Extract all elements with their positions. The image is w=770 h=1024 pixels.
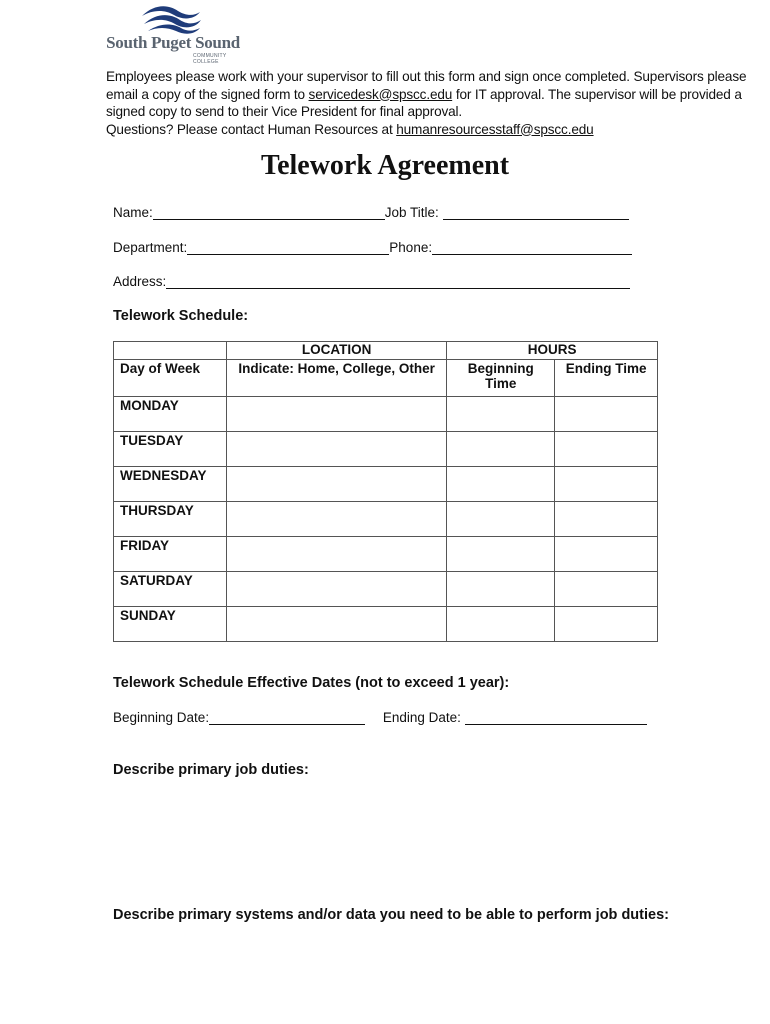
- end-time-cell[interactable]: [555, 467, 658, 502]
- location-cell[interactable]: [226, 432, 446, 467]
- day-cell: WEDNESDAY: [114, 467, 227, 502]
- begin-time-cell[interactable]: [447, 537, 555, 572]
- job-title-field[interactable]: [443, 205, 629, 220]
- intro-part3: Questions? Please contact Human Resources at: [106, 121, 397, 137]
- table-row: [114, 432, 658, 467]
- job-title-label: Job Title:: [384, 205, 439, 220]
- location-cell[interactable]: [226, 572, 446, 607]
- begin-time-cell[interactable]: [447, 432, 555, 467]
- hr-email-link[interactable]: humanresourcesstaff@spscc.edu: [396, 121, 594, 137]
- department-label: Department:: [113, 240, 188, 255]
- day-cell: SATURDAY: [114, 572, 227, 607]
- ending-date-label: Ending Date:: [382, 710, 461, 725]
- effective-dates-heading: Telework Schedule Effective Dates (not to exceed 1 year):: [113, 675, 510, 691]
- end-time-cell[interactable]: [555, 537, 658, 572]
- begin-time-cell[interactable]: [447, 502, 555, 537]
- address-label: Address:: [113, 274, 167, 289]
- servicedesk-email-link[interactable]: servicedesk@spscc.edu: [308, 86, 453, 102]
- location-cell[interactable]: [226, 467, 446, 502]
- end-time-cell[interactable]: [555, 572, 658, 607]
- begin-time-cell[interactable]: [447, 572, 555, 607]
- address-row: [113, 274, 630, 289]
- ending-date-field[interactable]: [465, 710, 647, 725]
- day-cell: FRIDAY: [114, 537, 227, 572]
- location-cell[interactable]: [226, 607, 446, 642]
- day-cell: TUESDAY: [114, 432, 227, 467]
- header-day-of-week: Day of Week: [114, 360, 227, 397]
- effective-dates-row: [113, 710, 647, 725]
- intro-part1: Employees please work with your supervisor to fill out this form and sign once completed. Supervisors please email a copy of the signed form to: [106, 69, 747, 102]
- logo-subtitle: COMMUNITY COLLEGE: [193, 53, 227, 65]
- department-phone-row: [113, 240, 632, 255]
- table-row: [114, 467, 658, 502]
- table-row: [114, 607, 658, 642]
- job-duties-heading: Describe primary job duties:: [113, 762, 309, 778]
- table-row: [114, 572, 658, 607]
- schedule-table: [113, 341, 658, 642]
- location-cell[interactable]: [226, 397, 446, 432]
- header-indicate: Indicate: Home, College, Other: [226, 360, 446, 397]
- end-time-cell[interactable]: [555, 607, 658, 642]
- header-hours: HOURS: [447, 342, 658, 360]
- phone-field[interactable]: [432, 240, 632, 255]
- end-time-cell[interactable]: [555, 432, 658, 467]
- logo-name: South Puget Sound: [106, 33, 240, 52]
- day-cell: SUNDAY: [114, 607, 227, 642]
- intro-text: [106, 68, 756, 138]
- header-blank-cell: [114, 342, 227, 360]
- location-cell[interactable]: [226, 537, 446, 572]
- end-time-cell[interactable]: [555, 502, 658, 537]
- college-logo: [100, 0, 246, 65]
- name-jobtitle-row: [113, 205, 629, 220]
- table-row: [114, 502, 658, 537]
- beginning-date-field[interactable]: [209, 710, 365, 725]
- schedule-heading: Telework Schedule:: [113, 308, 249, 324]
- name-field[interactable]: [153, 205, 385, 220]
- begin-time-cell[interactable]: [447, 397, 555, 432]
- systems-data-heading: Describe primary systems and/or data you need to be able to perform job duties:: [113, 907, 669, 923]
- waves-icon: [138, 2, 204, 36]
- day-cell: THURSDAY: [114, 502, 227, 537]
- table-row: [114, 537, 658, 572]
- address-field[interactable]: [166, 274, 630, 289]
- header-location: LOCATION: [226, 342, 446, 360]
- begin-time-cell[interactable]: [447, 607, 555, 642]
- phone-label: Phone:: [389, 240, 433, 255]
- intro-part2: for IT approval. The supervisor will be provided a signed copy to send to their Vice President for final approval.: [106, 86, 742, 119]
- day-cell: MONDAY: [114, 397, 227, 432]
- beginning-date-label: Beginning Date:: [113, 710, 210, 725]
- location-cell[interactable]: [226, 502, 446, 537]
- page-title: Telework Agreement: [260, 150, 510, 181]
- table-row: [114, 397, 658, 432]
- header-beginning-time: Beginning Time: [447, 360, 555, 397]
- end-time-cell[interactable]: [555, 397, 658, 432]
- department-field[interactable]: [187, 240, 389, 255]
- header-ending-time: Ending Time: [555, 360, 658, 397]
- begin-time-cell[interactable]: [447, 467, 555, 502]
- name-label: Name:: [113, 205, 153, 220]
